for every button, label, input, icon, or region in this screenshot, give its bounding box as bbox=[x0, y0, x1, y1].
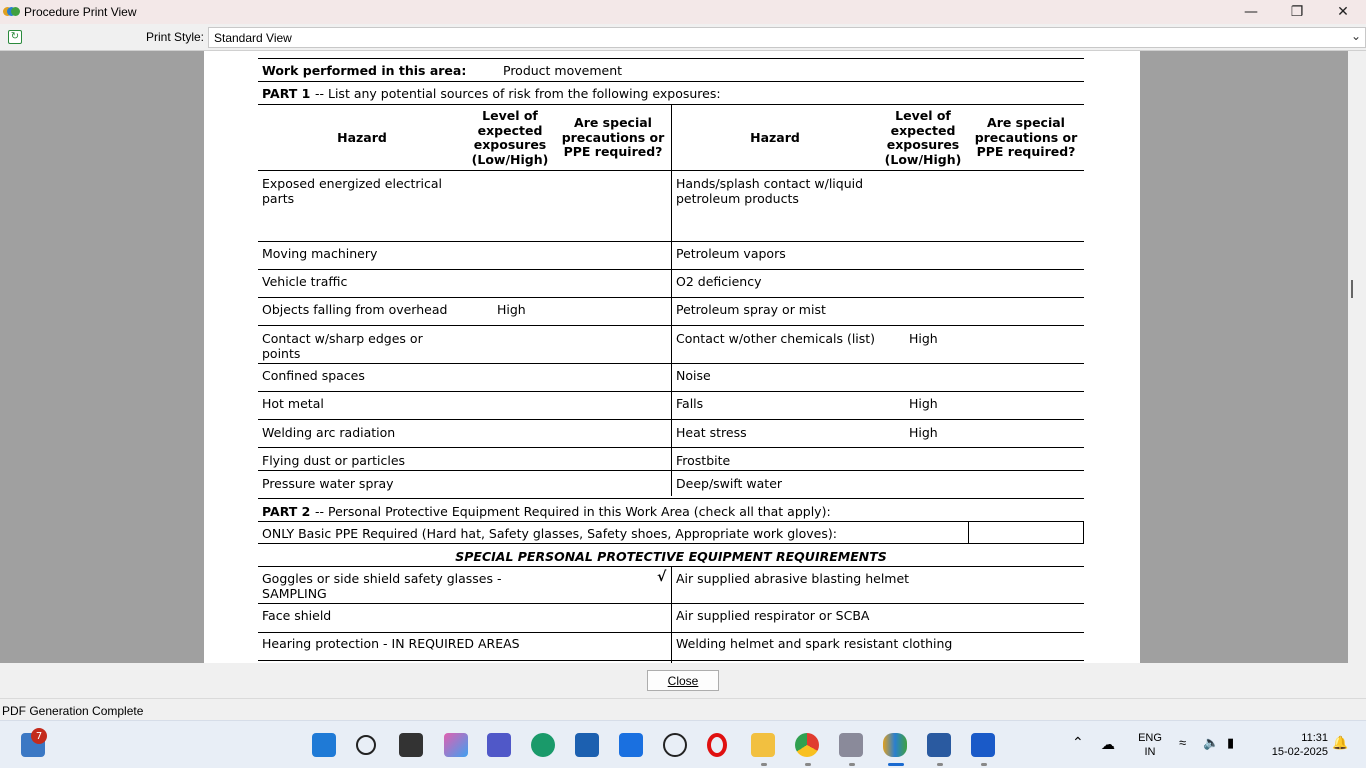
scrollbar-thumb[interactable] bbox=[1351, 280, 1353, 298]
header-level-right: Level of expected exposures (Low/High) bbox=[884, 108, 962, 167]
search-icon[interactable] bbox=[356, 735, 376, 755]
hazard-right-1: Hands/splash contact w/liquid petroleum products bbox=[676, 176, 864, 206]
hazard-right-8-level: High bbox=[909, 425, 938, 440]
copilot-icon[interactable] bbox=[444, 733, 468, 757]
ppe-left-3: Hearing protection - IN REQUIRED AREAS bbox=[262, 636, 520, 651]
ppe-right-1: Air supplied abrasive blasting helmet bbox=[676, 571, 910, 586]
document-viewer[interactable] bbox=[0, 51, 1366, 663]
ppe-right-2: Air supplied respirator or SCBA bbox=[676, 608, 870, 623]
hazard-left-2: Moving machinery bbox=[262, 246, 378, 261]
print-style-value: Standard View bbox=[214, 31, 292, 45]
hazard-right-5: Contact w/other chemicals (list) bbox=[676, 331, 876, 346]
store-icon[interactable] bbox=[575, 733, 599, 757]
close-window-icon[interactable]: ✕ bbox=[1337, 4, 1349, 20]
cloud-icon[interactable]: ☁ bbox=[1101, 736, 1115, 752]
start-icon[interactable] bbox=[312, 733, 336, 757]
hazard-right-4: Petroleum spray or mist bbox=[676, 302, 826, 317]
hazard-right-6: Noise bbox=[676, 368, 711, 383]
refresh-icon[interactable]: ↻ bbox=[8, 30, 22, 44]
work-area-label: Work performed in this area: bbox=[262, 63, 467, 78]
word-icon[interactable] bbox=[971, 733, 995, 757]
wifi-icon[interactable]: ≈ bbox=[1179, 735, 1187, 750]
hazard-right-3: O2 deficiency bbox=[676, 274, 762, 289]
close-button[interactable]: Close bbox=[647, 670, 719, 691]
file-explorer-icon[interactable] bbox=[751, 733, 775, 757]
teams-icon[interactable] bbox=[487, 733, 511, 757]
mail-icon[interactable] bbox=[619, 733, 643, 757]
toolbar bbox=[0, 24, 1366, 51]
header-level-left: Level of expected exposures (Low/High) bbox=[471, 108, 549, 167]
hazard-right-8: Heat stress bbox=[676, 425, 747, 440]
notification-icon[interactable]: 🔔 bbox=[1332, 735, 1349, 750]
hazard-right-5-level: High bbox=[909, 331, 938, 346]
work-area-value: Product movement bbox=[503, 63, 623, 78]
header-precautions-right: Are special precautions or PPE required? bbox=[974, 115, 1078, 159]
hazard-left-9: Flying dust or particles bbox=[262, 453, 406, 468]
status-bar: PDF Generation Complete bbox=[0, 698, 1366, 720]
hazard-left-10: Pressure water spray bbox=[262, 476, 394, 491]
header-precautions-left: Are special precautions or PPE required? bbox=[561, 115, 665, 159]
window-title: Procedure Print View bbox=[24, 5, 137, 19]
restore-icon[interactable]: ❐ bbox=[1290, 4, 1304, 20]
app-icon-1[interactable] bbox=[839, 733, 863, 757]
clock[interactable]: 11:31 15-02-2025 bbox=[1271, 732, 1328, 758]
hazard-right-7: Falls bbox=[676, 396, 704, 411]
hazard-left-4: Objects falling from overhead bbox=[262, 302, 448, 317]
task-view-icon[interactable] bbox=[399, 733, 423, 757]
notification-badge: 7 bbox=[31, 728, 47, 744]
hazard-right-9: Frostbite bbox=[676, 453, 731, 468]
hazard-left-5: Contact w/sharp edges or points bbox=[262, 331, 423, 361]
hazard-left-4-level: High bbox=[497, 302, 526, 317]
hazard-left-3: Vehicle traffic bbox=[262, 274, 348, 289]
chevron-down-icon: ⌄ bbox=[1350, 29, 1361, 43]
battery-icon[interactable]: ▮ bbox=[1227, 735, 1235, 750]
title-bar bbox=[0, 0, 1366, 24]
edge-icon[interactable] bbox=[531, 733, 555, 757]
part1-text: -- List any potential sources of risk from the following exposures: bbox=[315, 86, 721, 101]
ppe-left-2: Face shield bbox=[262, 608, 332, 623]
part1-label: PART 1 bbox=[262, 86, 311, 101]
print-style-label: Print Style: bbox=[146, 30, 205, 44]
language-indicator[interactable]: ENG IN bbox=[1138, 732, 1162, 758]
app-icon bbox=[3, 6, 19, 18]
taskbar bbox=[0, 720, 1366, 768]
chevron-up-icon[interactable]: ⌃ bbox=[1072, 734, 1084, 750]
basic-ppe-text: ONLY Basic PPE Required (Hard hat, Safety glasses, Safety shoes, Appropriate work gloves): bbox=[262, 526, 837, 541]
opera-icon[interactable] bbox=[707, 733, 727, 757]
hazard-right-10: Deep/swift water bbox=[676, 476, 783, 491]
hazard-left-7: Hot metal bbox=[262, 396, 324, 411]
part2-label: PART 2 bbox=[262, 504, 311, 519]
part2-text: -- Personal Protective Equipment Required in this Work Area (check all that apply): bbox=[315, 504, 831, 519]
chrome-icon[interactable] bbox=[795, 733, 819, 757]
header-hazard-right: Hazard bbox=[750, 130, 800, 145]
minimize-icon[interactable]: — bbox=[1244, 4, 1258, 20]
print-style-select[interactable] bbox=[208, 27, 1366, 48]
ppe-right-3: Welding helmet and spark resistant clothing bbox=[676, 636, 953, 651]
hazard-left-6: Confined spaces bbox=[262, 368, 365, 383]
dell-icon[interactable] bbox=[663, 733, 687, 757]
hazard-left-1: Exposed energized electrical parts bbox=[262, 176, 443, 206]
special-ppe-title: SPECIAL PERSONAL PROTECTIVE EQUIPMENT REQUIREMENTS bbox=[455, 549, 887, 564]
volume-icon[interactable]: 🔈 bbox=[1203, 735, 1220, 750]
bottom-bar bbox=[0, 663, 1366, 698]
ppe-left-1-check: √ bbox=[657, 569, 667, 585]
procedure-app-icon[interactable] bbox=[883, 733, 907, 757]
header-hazard-left: Hazard bbox=[337, 130, 387, 145]
ppe-left-1: Goggles or side shield safety glasses - SAMPLING bbox=[262, 571, 502, 601]
app-icon-2[interactable] bbox=[927, 733, 951, 757]
vertical-scrollbar[interactable] bbox=[1348, 51, 1366, 663]
hazard-left-8: Welding arc radiation bbox=[262, 425, 396, 440]
document-page bbox=[204, 51, 1140, 663]
hazard-right-7-level: High bbox=[909, 396, 938, 411]
hazard-right-2: Petroleum vapors bbox=[676, 246, 786, 261]
